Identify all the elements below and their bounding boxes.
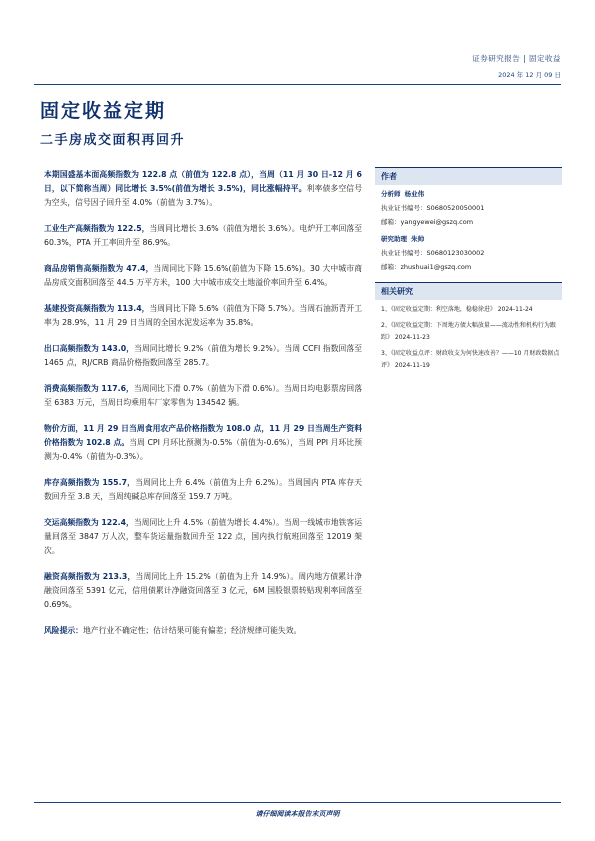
paragraph: 基建投资高频指数为 113.4，当周同比下降 5.6%（前值为下降 5.7%）。当周石油沥青开工率为 28.9%，11 月 29 日当周的全国水泥发运率为 35.8%。 [44, 304, 362, 327]
page-title: 固定收益定期 [40, 100, 167, 122]
footer-rule [34, 802, 561, 803]
author-license: 执业证书编号：S0680123030002 [381, 249, 485, 257]
related-item[interactable]: 2、《固定收益定期：下周地方债大幅放量——流动性和机构行为跟踪》 2024-11-23 [381, 322, 556, 341]
header-date: 2024 年 12 月 09 日 [498, 71, 561, 79]
risk-warning: 风险提示：地产行业不确定性；估计结果可能有偏差；经济规律可能失效。 [44, 626, 302, 635]
paragraph: 融资高频指数为 213.3，当周同比上升 15.2%（前值为上升 14.9%）。周内地方债累计净融资回落至 5391 亿元，信用债累计净融资回落至 3 亿元，6M 国股银票转贴现利率回落至 0.69%。 [44, 572, 362, 609]
paragraph: 本期国盛基本面高频指数为 122.8 点（前值为 122.8 点），当周（11 月 30 日-12 月 6 日，以下简称当周）同比增长 3.5%(前值为增长 3.5%)，同比涨幅持平。利率债多空信号为空头，信号因子回升至 4.0%（前值为 3.7%）。 [44, 170, 363, 207]
author-email[interactable]: 邮箱：yangyewei@gszq.com [381, 218, 474, 226]
author-license: 执业证书编号：S0680520050001 [381, 204, 485, 212]
author-name: 研究助理 朱帅 [381, 235, 425, 243]
paragraph: 交运高频指数为 122.4，当周同比上升 4.5%（前值为增长 4.4%）。当周一线城市地铁客运量回落至 3847 万人次，整车货运量指数回升至 122 点，国内执行航班回落至 12019 架次。 [44, 518, 362, 555]
paragraph: 库存高频指数为 155.7，当周同比上升 6.4%（前值为上升 6.2%）。当周国内 PTA 库存天数回升至 3.8 天，当周纯碱总库存回落至 159.7 万吨。 [44, 478, 362, 501]
paragraph: 商品房销售高频指数为 47.4，当周同比下降 15.6%(前值为下降 15.6%)。30 大中城市商品房成交面积回落至 44.5 万平方米，100 大中城市成交土地溢价率回升至 6.4%。 [44, 264, 363, 287]
paragraph: 出口高频指数为 143.0，当周同比增长 9.2%（前值为增长 9.2%）。当周 CCFI 指数回落至 1465 点，RJ/CRB 商品价格指数回落至 285.7。 [44, 344, 362, 367]
footer-disclaimer: 请仔细阅读本报告末页声明 [255, 810, 340, 818]
main-content [44, 168, 362, 650]
sidebar [375, 167, 562, 372]
related-item[interactable]: 1、《固定收益定期：利空落地，稳稳徐进》 2024-11-24 [381, 306, 533, 313]
header-rule [34, 84, 561, 85]
author-email[interactable]: 邮箱：zhushuai1@gszq.com [381, 263, 472, 271]
paragraph: 工业生产高频指数为 122.5，当周同比增长 3.6%（前值为增长 3.6%）。电炉开工率回落至 60.3%，PTA 开工率回升至 86.9%。 [44, 224, 362, 247]
related-item[interactable]: 3、《固定收益点评：财政收支为何快速改善？——10 月财政数据点评》 2024-11-19 [381, 350, 560, 369]
paragraph: 物价方面，11 月 29 日当周食用农产品价格指数为 108.0 点，11 月 29 日当周生产资料价格指数为 102.8 点。当周 CPI 月环比预测为-0.5%（前值为-0.6%），当周 PPI 月环比预测为-0.4%（前值为-0.3%）。 [44, 424, 363, 461]
page-subtitle: 二手房成交面积再回升 [40, 133, 186, 148]
author-name: 分析师 杨业伟 [381, 190, 425, 198]
authors-heading: 作者 [375, 167, 562, 185]
header-category: 证券研究报告 | 固定收益 [472, 54, 561, 63]
paragraph: 消费高频指数为 117.6，当周同比下滑 0.7%（前值为下滑 0.6%）。当周日均电影票房回落至 6383 万元，当周日均乘用车厂家零售为 134542 辆。 [44, 384, 362, 407]
related-heading: 相关研究 [375, 282, 562, 300]
